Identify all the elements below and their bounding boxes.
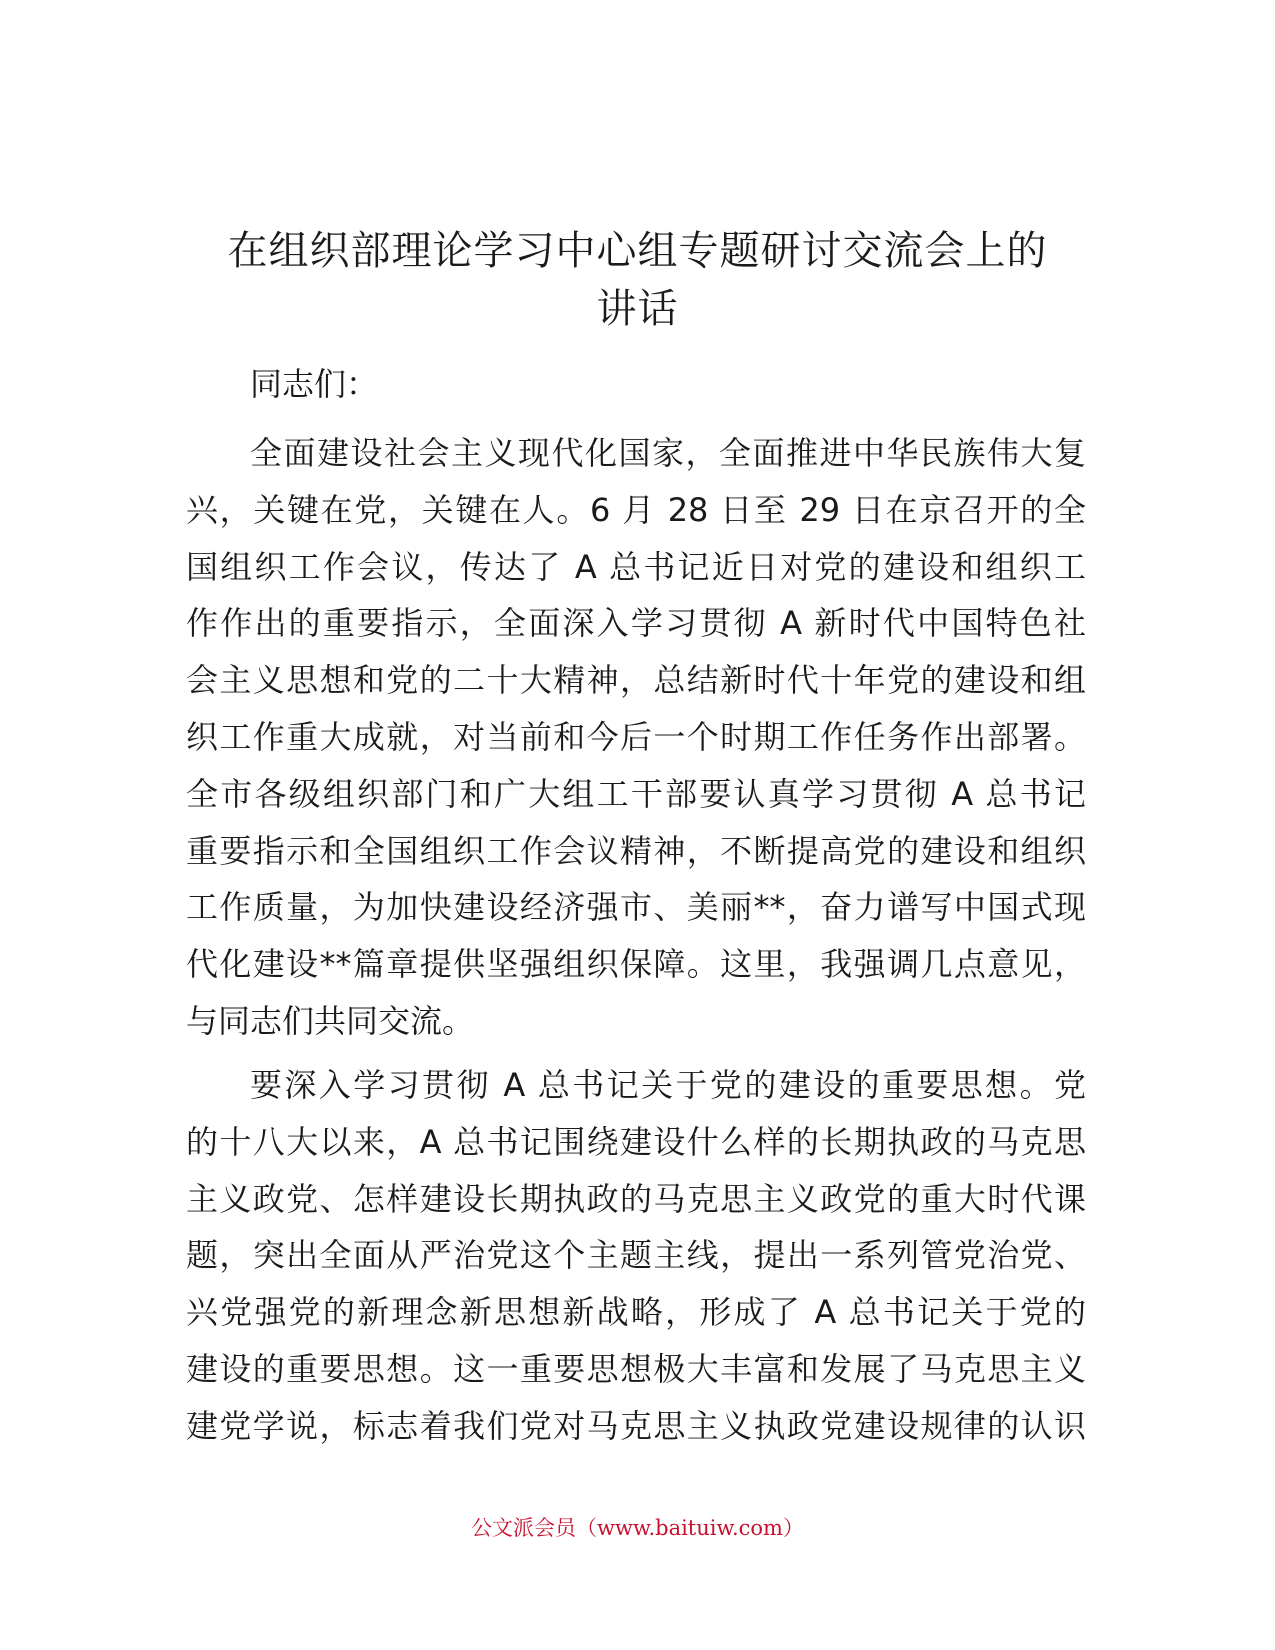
footer-watermark: 公文派会员（www.baituiw.com） bbox=[471, 1516, 804, 1540]
paragraph-line: 建党学说，标志着我们党对马克思主义执政党建设规律的认识 bbox=[186, 1406, 1086, 1445]
document-title bbox=[180, 222, 1095, 338]
paragraph-line: 与同志们共同交流。 bbox=[186, 1001, 475, 1040]
paragraph-line: 代化建设**篇章提供坚强组织保障。这里，我强调几点意见， bbox=[186, 945, 1086, 984]
paragraph-line: 全面建设社会主义现代化国家，全面推进中华民族伟大复 bbox=[250, 434, 1086, 472]
paragraph-line: 要深入学习贯彻 A 总书记关于党的建设的重要思想。党 bbox=[250, 1066, 1086, 1104]
paragraph-line: 兴党强党的新理念新思想新战略，形成了 A 总书记关于党的 bbox=[186, 1293, 1086, 1332]
title-line: 讲话 bbox=[596, 286, 679, 332]
body-paragraph bbox=[186, 1057, 1086, 1455]
paragraph-line: 国组织工作会议，传达了 A 总书记近日对党的建设和组织工 bbox=[186, 547, 1086, 586]
paragraph-line: 全市各级组织部门和广大组工干部要认真学习贯彻 A 总书记 bbox=[186, 774, 1086, 813]
paragraph-line: 主义政党、怎样建设长期执政的马克思主义政党的重大时代课 bbox=[186, 1179, 1086, 1218]
salutation: 同志们： bbox=[250, 365, 379, 403]
paragraph-line: 会主义思想和党的二十大精神，总结新时代十年党的建设和组 bbox=[186, 661, 1086, 700]
paragraph-line: 重要指示和全国组织工作会议精神，不断提高党的建设和组织 bbox=[186, 831, 1086, 870]
paragraph-line: 作作出的重要指示，全面深入学习贯彻 A 新时代中国特色社 bbox=[186, 604, 1086, 643]
paragraph-line: 工作质量，为加快建设经济强市、美丽**，奋力谱写中国式现 bbox=[186, 888, 1086, 927]
paragraph-line: 建设的重要思想。这一重要思想极大丰富和发展了马克思主义 bbox=[186, 1349, 1086, 1388]
paragraph-line: 织工作重大成就，对当前和今后一个时期工作任务作出部署。 bbox=[186, 717, 1086, 756]
paragraph-line: 的十八大以来，A 总书记围绕建设什么样的长期执政的马克思 bbox=[186, 1122, 1086, 1161]
title-line: 在组织部理论学习中心组专题研讨交流会上的 bbox=[227, 228, 1048, 274]
paragraph-line: 兴，关键在党，关键在人。6 月 28 日至 29 日在京召开的全 bbox=[186, 490, 1086, 529]
paragraph-line: 题，突出全面从严治党这个主题主线，提出一系列管党治党、 bbox=[186, 1236, 1086, 1275]
body-paragraph bbox=[186, 425, 1086, 1050]
